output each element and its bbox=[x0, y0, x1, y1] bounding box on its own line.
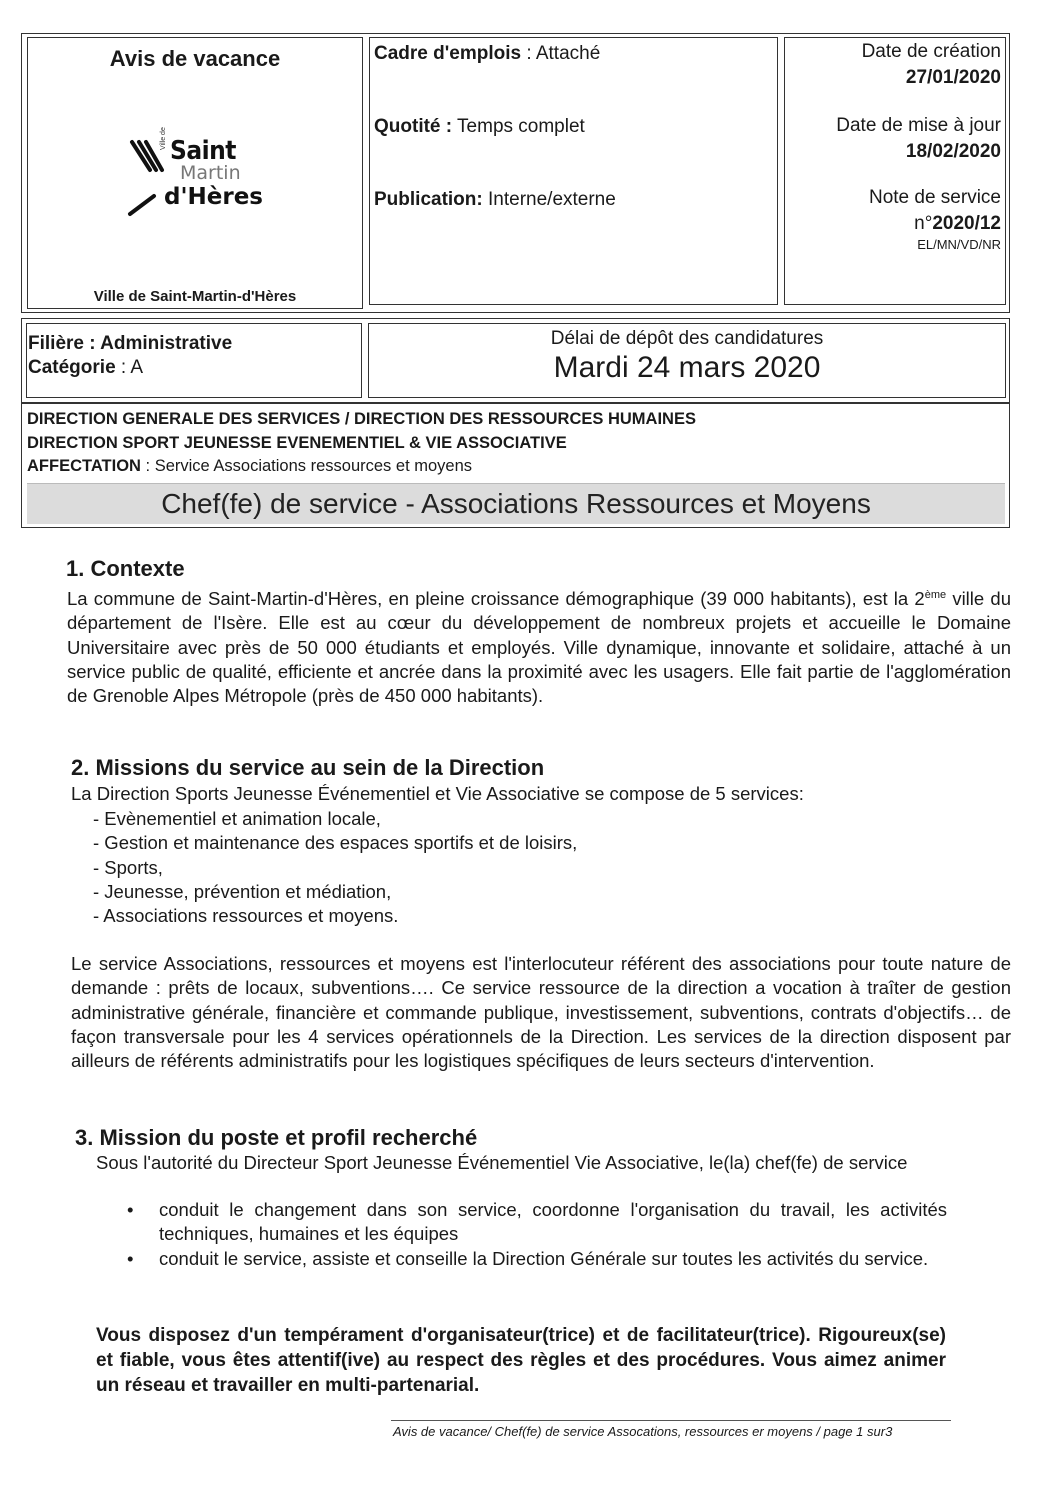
quotite-line bbox=[374, 114, 585, 140]
bullet-text: conduit le changement dans son service, coordonne l'organisation du travail, les activités techniques, humaines et les équipes bbox=[159, 1199, 947, 1245]
cadre-label: Cadre d'emplois bbox=[374, 43, 522, 64]
affectation-label: AFFECTATION bbox=[27, 457, 141, 475]
bullet-dot: • bbox=[127, 1247, 134, 1269]
list-item: - Sports, bbox=[93, 856, 163, 878]
direction-line-1: DIRECTION GENERALE DES SERVICES / DIRECTION DES RESSOURCES HUMAINES bbox=[27, 410, 696, 428]
note-prefix: n° bbox=[914, 213, 933, 234]
services-list bbox=[93, 807, 577, 928]
deadline-label: Délai de dépôt des candidatures bbox=[550, 328, 824, 349]
filiere-cell bbox=[26, 323, 362, 398]
title-cell bbox=[27, 37, 363, 309]
service-note-block bbox=[785, 185, 1001, 252]
context-text-a: La commune de Saint-Martin-d'Hères, en pleine croissance démographique (39 000 habitants), est la 2 bbox=[67, 588, 925, 610]
service-description: Le service Associations, ressources et moyens est l'interlocuteur référent des associations pour toute nature de demande : prêts de locaux, subventions…. Ce service ressource de la direction a vocation à traîter de gestion administrative générale, financière et commande publique, investissement, subventions, contrats d'objectifs… de façon transversale pour les 4 services opérationnels de la Direction. Les services de la direction disposent par ailleurs de référents administratifs pour les logistiques spécifiques de leurs secteurs d'intervention. bbox=[71, 953, 1011, 1072]
list-item: - Gestion et maintenance des espaces sportifs et de loisirs, bbox=[93, 832, 578, 854]
bullet-dot: • bbox=[127, 1199, 134, 1220]
quotite-label: Quotité : bbox=[374, 116, 453, 137]
section-1-text bbox=[67, 583, 1011, 709]
deadline-cell bbox=[368, 323, 1006, 398]
section-3-title: 3. Mission du poste et profil recherché bbox=[75, 1125, 478, 1150]
document-title: Avis de vacance bbox=[109, 46, 281, 71]
logo-heres: d'Hères bbox=[164, 184, 263, 210]
section-3-intro: Sous l'autorité du Directeur Sport Jeunesse Événementiel Vie Associative, le(la) chef(fe) de service bbox=[96, 1152, 908, 1173]
context-text-b: ville du département de l'Isère. Elle est au cœur du développement de nombreux projets et accueille le Domaine Universitaire avec près de 50 000 étudiants et employés. Ville dynamique, innovante et solidaire, attaché à un service public de qualité, efficiente et ancrée dans la proximité avec les usagers. Elle fait partie de l'agglomération de Grenoble Alpes Métropole (près de 450 000 habitants). bbox=[67, 588, 1011, 707]
note-initials: EL/MN/VD/NR bbox=[917, 237, 1001, 252]
mission-bullets bbox=[127, 1198, 947, 1271]
categorie-line bbox=[28, 355, 143, 381]
job-title: Chef(fe) de service - Associations Ressources et Moyens bbox=[161, 488, 871, 519]
section-2-title: 2. Missions du service au sein de la Direction bbox=[71, 755, 545, 780]
cadre-value: : Attaché bbox=[521, 43, 601, 64]
list-item bbox=[127, 1198, 947, 1247]
logo-saint: Saint bbox=[170, 136, 236, 166]
list-item: - Associations ressources et moyens. bbox=[93, 905, 399, 927]
creation-value: 27/01/2020 bbox=[905, 67, 1001, 88]
direction-line-2: DIRECTION SPORT JEUNESSE EVENEMENTIEL & VIE ASSOCIATIVE bbox=[27, 434, 567, 452]
note-value: 2020/12 bbox=[932, 213, 1001, 234]
section-2-intro: La Direction Sports Jeunesse Événementiel et Vie Associative se compose de 5 services: bbox=[71, 783, 804, 804]
categorie-value: : A bbox=[115, 357, 144, 378]
context-superscript: ème bbox=[924, 589, 947, 601]
affectation-line bbox=[27, 457, 472, 476]
list-item: - Jeunesse, prévention et médiation, bbox=[93, 880, 392, 902]
dates-cell bbox=[784, 37, 1006, 305]
section-2-paragraph bbox=[71, 952, 1011, 1073]
update-value: 18/02/2020 bbox=[905, 141, 1001, 162]
creation-date-block bbox=[785, 39, 1001, 91]
creation-label: Date de création bbox=[861, 41, 1001, 62]
job-title-bar bbox=[27, 483, 1005, 524]
update-label: Date de mise à jour bbox=[836, 115, 1001, 136]
footer-rule bbox=[391, 1420, 951, 1421]
quotite-value: Temps complet bbox=[452, 116, 585, 137]
note-label: Note de service bbox=[868, 187, 1001, 208]
list-item bbox=[127, 1247, 947, 1271]
publication-line bbox=[374, 187, 616, 213]
publication-label: Publication: bbox=[374, 189, 483, 210]
update-date-block bbox=[785, 113, 1001, 165]
cadre-line bbox=[374, 41, 600, 67]
profile-paragraph: Vous disposez d'un tempérament d'organisateur(trice) et de facilitateur(trice). Rigoureux(se) et fiable, vous êtes attentif(ive) au respect des règles et des procédures. Vous aimez animer un réseau et travailler en multi-partenarial. bbox=[96, 1325, 946, 1396]
affectation-value: : Service Associations ressources et moyens bbox=[140, 457, 473, 475]
filiere-label: Filière : Administrative bbox=[28, 333, 233, 354]
city-logo bbox=[110, 106, 280, 266]
city-name: Ville de Saint-Martin-d'Hères bbox=[93, 288, 297, 305]
list-item: - Evènementiel et animation locale, bbox=[93, 808, 381, 829]
logo-martin: Martin bbox=[180, 162, 241, 184]
section-1-title: 1. Contexte bbox=[66, 556, 185, 581]
publication-value: Interne/externe bbox=[482, 189, 616, 210]
note-number bbox=[785, 211, 1001, 237]
categorie-label: Catégorie bbox=[28, 357, 116, 378]
footer-text: Avis de vacance/ Chef(fe) de service Assocations, ressources er moyens / page 1 sur3 bbox=[393, 1424, 893, 1439]
bullet-text: conduit le service, assiste et conseille la Direction Générale sur toutes les activités du service. bbox=[159, 1247, 929, 1269]
logo-ville-de: Ville de bbox=[160, 127, 167, 150]
deadline-date: Mardi 24 mars 2020 bbox=[553, 351, 821, 384]
employment-cell bbox=[369, 37, 778, 305]
